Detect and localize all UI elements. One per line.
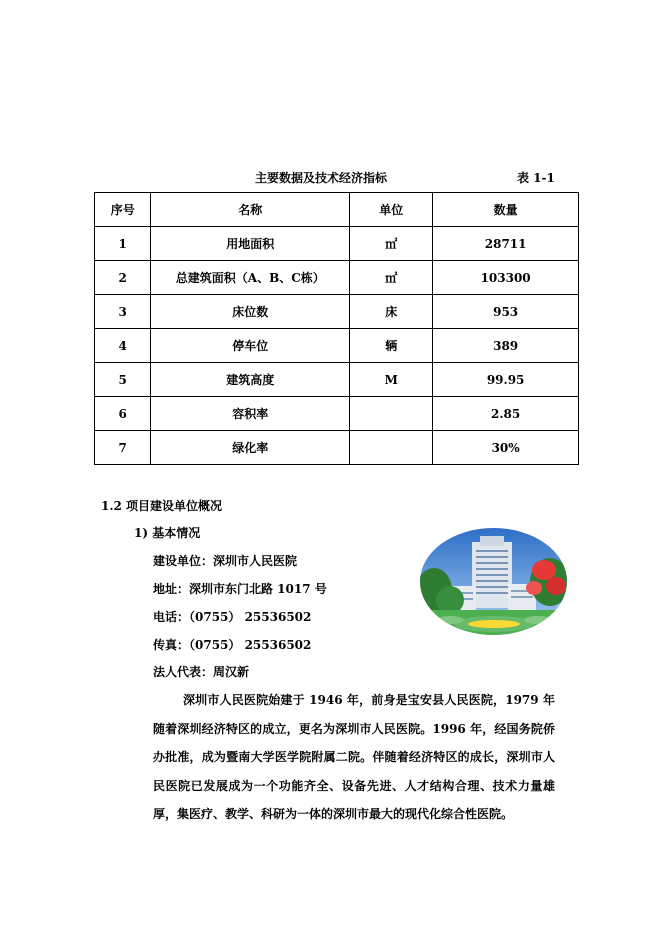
table-row <box>95 295 579 329</box>
cell-name: 停车位 <box>151 329 350 363</box>
cell-quantity: 953 <box>433 295 579 329</box>
table-header-row <box>95 193 579 227</box>
table-row <box>95 261 579 295</box>
cell-unit <box>350 431 433 465</box>
info-line-legal-rep: 法人代表：周汉新 <box>153 665 250 679</box>
cell-index: 5 <box>95 363 151 397</box>
column-header-name: 名称 <box>151 193 350 227</box>
cell-quantity: 30% <box>433 431 579 465</box>
cell-index: 3 <box>95 295 151 329</box>
subsection-heading: 1) 基本情况 <box>134 526 201 540</box>
section-heading: 1.2 项目建设单位概况 <box>101 499 223 513</box>
indicators-table <box>94 192 579 465</box>
cell-index: 6 <box>95 397 151 431</box>
cell-name: 用地面积 <box>151 227 350 261</box>
column-header-quantity: 数量 <box>433 193 579 227</box>
column-header-index: 序号 <box>95 193 151 227</box>
cell-quantity: 28711 <box>433 227 579 261</box>
cell-name: 建筑高度 <box>151 363 350 397</box>
table-number: 表 1-1 <box>517 171 555 185</box>
cell-quantity: 103300 <box>433 261 579 295</box>
cell-unit: M <box>350 363 433 397</box>
table-row <box>95 227 579 261</box>
cell-index: 1 <box>95 227 151 261</box>
cell-name: 床位数 <box>151 295 350 329</box>
table-row <box>95 329 579 363</box>
info-line-fax: 传真：（0755） 25536502 <box>153 638 312 652</box>
hospital-photo <box>420 528 567 635</box>
table-row <box>95 431 579 465</box>
info-line-builder: 建设单位：深圳市人民医院 <box>153 554 298 568</box>
cell-index: 4 <box>95 329 151 363</box>
table-row <box>95 397 579 431</box>
cell-unit: ㎡ <box>350 227 433 261</box>
column-header-unit: 单位 <box>350 193 433 227</box>
cell-unit: 辆 <box>350 329 433 363</box>
cell-name: 绿化率 <box>151 431 350 465</box>
table-caption: 主要数据及技术经济指标 <box>255 171 388 185</box>
cell-quantity: 99.95 <box>433 363 579 397</box>
cell-unit: 床 <box>350 295 433 329</box>
table-row <box>95 363 579 397</box>
cell-index: 2 <box>95 261 151 295</box>
cell-unit: ㎡ <box>350 261 433 295</box>
cell-index: 7 <box>95 431 151 465</box>
info-line-phone: 电话：（0755） 25536502 <box>153 610 312 624</box>
cell-unit <box>350 397 433 431</box>
cell-quantity: 389 <box>433 329 579 363</box>
cell-quantity: 2.85 <box>433 397 579 431</box>
intro-paragraph: 深圳市人民医院始建于 1946 年，前身是宝安县人民医院，1979 年随着深圳经济特区的成立，更名为深圳市人民医院。1996 年，经国务院侨办批准，成为暨南大学医学院附属二院。伴随着经济特区的成长，深圳市人民医院已发展成为一个功能齐全、设备先进、人才结构合理、技术力量雄厚，集医疗、教学、科研为一体的深圳市最大的现代化综合性医院。 <box>153 693 555 821</box>
cell-name: 总建筑面积（A、B、C栋） <box>151 261 350 295</box>
cell-name: 容积率 <box>151 397 350 431</box>
info-line-address: 地址：深圳市东门北路 1017 号 <box>153 582 327 596</box>
